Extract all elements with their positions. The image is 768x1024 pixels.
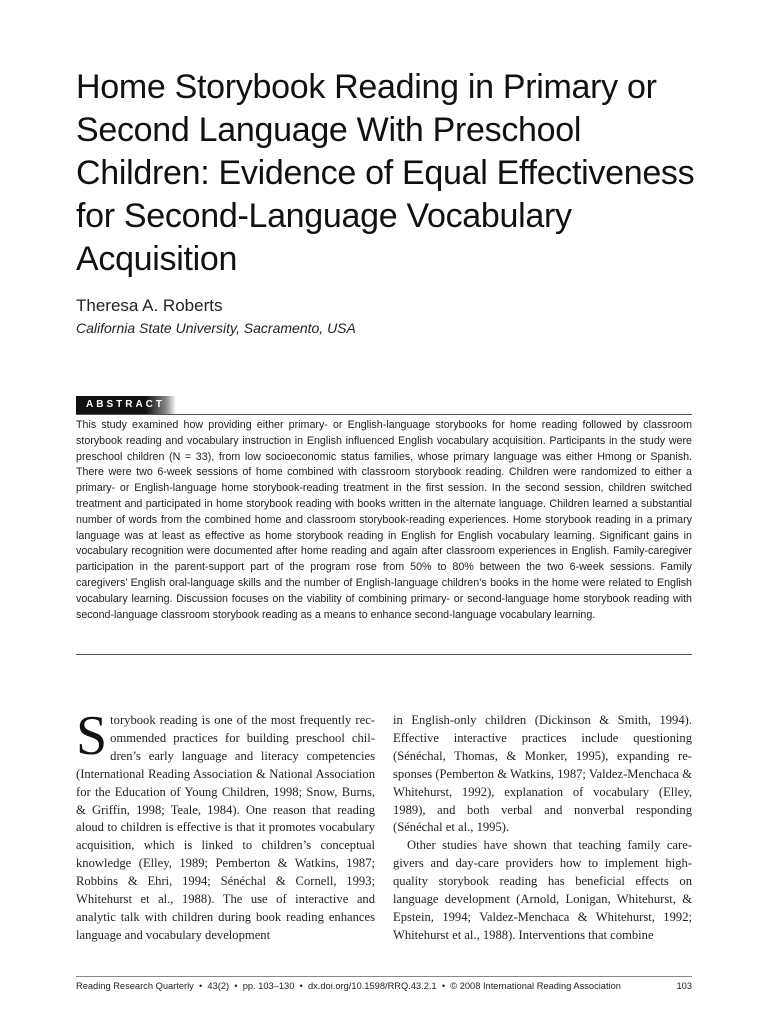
abstract-bottom-rule [76, 654, 692, 655]
abstract-text: This study examined how providing either primary- or English-language storybooks for home reading followed by classroom storybook reading and vocabulary instruction in English influenced English vocabulary acquisition. Participants in the study were preschool children (N = 33), from low socioeconomic status families, whose primary language was either Hmong or Spanish. There were two 6-week sessions of home combined with classroom storybook reading. Children were randomized to either a primary- or English-language home storybook-reading treatment in the first session. In the second session, children switched treatment and participated in home storybook reading with books written in the alternate language. Children learned a substantial number of words from the combined home and classroom storybook-reading experiences. Home storybook reading in a primary language was at least as effective as home storybook reading in English for English vocabulary learning. Significant gains in vocabulary recognition were documented after home reading and again after classroom experiences in English. Family-caregiver participation in the parent-support part of the program rose from 50% to 80% between the two 6-week sessions. Family caregivers’ English oral-language skills and the number of English-language children’s books in the home were related to English vocabulary learning. Discussion focuses on the viability of combining primary- or second-language home storybook reading with second-language classroom storybook reading as a means to enhance second-language vocabulary learning. [76, 419, 692, 621]
page-number: 103 [676, 981, 692, 991]
body-paragraph [76, 705, 375, 945]
body-paragraph-text: torybook reading is one of the most frequently recommended practices for building preschool children’s early language and literacy competencies (International Reading Association & National Association for the Education of Young Children, 1998; Snow, Burns, & Griffin, 1998; Teale, 1984). One reason that reading aloud to children is effective is that it promotes vocabulary acquisition, which is linked to children’s conceptual knowledge (Elley, 1989; Pemberton & Watkins, 1987; Robbins & Ehri, 1994; Sénéchal & Cornell, 1993; Whitehurst et al., 1988). The use of interactive and analytic talk with children during book reading enhances language and vocabulary development [76, 713, 375, 942]
author-name: Theresa A. Roberts [76, 296, 223, 315]
body-column-left [76, 705, 375, 945]
footer-citation: Reading Research Quarterly • 43(2) • pp. 103–130 • dx.doi.org/10.1598/RRQ.43.2.1 • © 2008 International Reading Association [76, 981, 621, 991]
page-footer [76, 981, 692, 991]
paper-title: Home Storybook Reading in Primary or Second Language With Preschool Children: Evidence of Equal Effectiveness for Second-Language Vocabulary Acquisition [76, 68, 695, 278]
author-affiliation: California State University, Sacramento, USA [76, 320, 356, 336]
body-paragraph: Other studies have shown that teaching family caregivers and day-care providers how to implement high-quality storybook reading has beneficial effects on language development (Arnold, Lonigan, Whitehurst, & Epstein, 1994; Valdez-Menchaca & Whitehurst, 1992; Whitehurst et al., 1988). Interventions that combine [393, 838, 692, 942]
footer-rule [76, 976, 692, 977]
body-column-right [393, 712, 692, 945]
body-paragraph: in English-only children (Dickinson & Smith, 1994). Effective interactive practices include questioning (Sénéchal, Thomas, & Monker, 1995), expanding responses (Pemberton & Watkins, 1987; Valdez-Menchaca & Whitehurst, 1992), explanation of vocabulary (Elley, 1989), and both verbal and nonverbal responding (Sénéchal et al., 1995). [393, 713, 692, 835]
abstract-label: ABSTRACT [76, 396, 176, 414]
drop-cap: S [76, 705, 108, 767]
abstract-top-rule [76, 414, 692, 415]
